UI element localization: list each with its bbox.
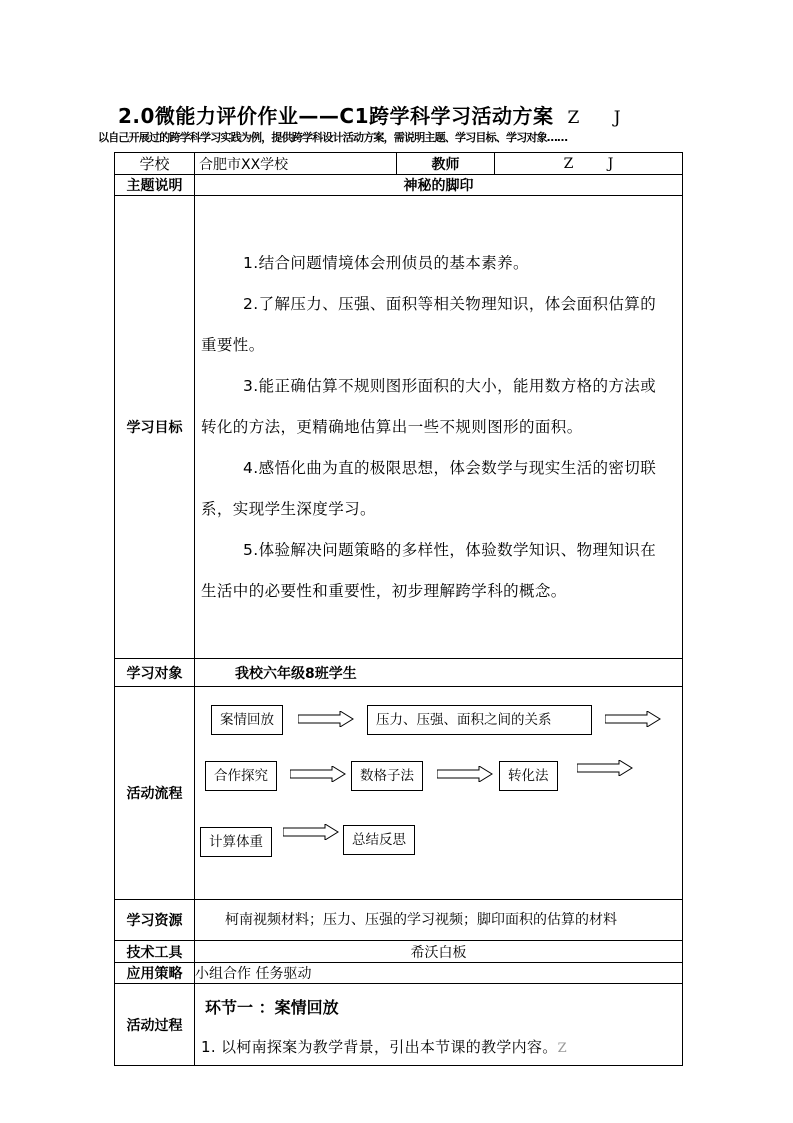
flow-arrow (605, 711, 661, 727)
goals-label: 学习目标 (115, 196, 195, 659)
strategy-row (115, 963, 683, 984)
page-title (118, 100, 718, 129)
goals-list (195, 196, 683, 659)
school-row (115, 153, 683, 175)
audience-label: 学习对象 (115, 659, 195, 687)
school-value: 合肥市XX学校 (195, 153, 397, 175)
flow-step: 数格子法 (351, 761, 423, 791)
title-initials: Z J (567, 108, 622, 128)
goal-item: 2.了解压力、压强、面积等相关物理知识，体会面积估算的重要性。 (201, 294, 657, 354)
process-content (195, 984, 683, 1066)
goal-item: 4.感悟化曲为直的极限思想，体会数学与现实生活的密切联系，实现学生深度学习。 (201, 458, 657, 518)
topic-label: 主题说明 (115, 175, 195, 196)
topic-value: 神秘的脚印 (195, 175, 683, 196)
process-heading: 环节一 ：案情回放 (205, 997, 339, 1017)
resources-value: 柯南视频材料；压力、压强的学习视频；脚印面积的估算的材料 (195, 900, 683, 941)
resources-label: 学习资源 (115, 900, 195, 941)
strategy-label: 应用策略 (115, 963, 195, 984)
flow-step: 压力、压强、面积之间的关系 (367, 705, 592, 735)
audience-row (115, 659, 683, 687)
flow-arrow (437, 766, 493, 782)
goals-row (115, 196, 683, 659)
flow-row (115, 687, 683, 900)
topic-row (115, 175, 683, 196)
process-row (115, 984, 683, 1066)
process-item-mark: Z (557, 1040, 567, 1056)
plan-table (114, 152, 683, 1066)
flow-arrow (298, 711, 354, 727)
audience-value: 我校六年级8班学生 (195, 659, 683, 687)
teacher-label: 教师 (397, 153, 495, 175)
school-label: 学校 (115, 153, 195, 175)
flow-arrow (290, 766, 346, 782)
page-subtitle: 以自己开展过的跨学科学习实践为例，提供跨学科设计活动方案，需说明主题、学习目标、学习对象…… (98, 131, 568, 144)
title-text: 2.0微能力评价作业——C1跨学科学习活动方案 (118, 104, 554, 128)
tools-row (115, 941, 683, 963)
flow-diagram (195, 687, 683, 900)
tools-value: 希沃白板 (195, 941, 683, 963)
tools-label: 技术工具 (115, 941, 195, 963)
flow-step: 案情回放 (211, 705, 283, 735)
flow-step: 转化法 (499, 761, 558, 791)
flow-label: 活动流程 (115, 687, 195, 900)
flow-step: 合作探究 (205, 761, 277, 791)
goal-item: 3.能正确估算不规则图形面积的大小，能用数方格的方法或转化的方法，更精确地估算出一些不规则图形的面积。 (201, 376, 657, 436)
flow-arrow (577, 760, 633, 776)
flow-arrow (283, 824, 339, 840)
goal-item: 1.结合问题情境体会刑侦员的基本素养。 (243, 253, 529, 272)
flow-step: 计算体重 (200, 827, 272, 857)
teacher-value: Z J (495, 153, 683, 175)
process-item (201, 1036, 676, 1057)
flow-step: 总结反思 (343, 825, 415, 855)
resources-row (115, 900, 683, 941)
strategy-value: 小组合作 任务驱动 (195, 963, 683, 984)
process-item-text: 1. 以柯南探案为教学背景，引出本节课的教学内容。 (201, 1037, 558, 1056)
process-label: 活动过程 (115, 984, 195, 1066)
goal-item: 5.体验解决问题策略的多样性，体验数学知识、物理知识在生活中的必要性和重要性，初步理解跨学科的概念。 (201, 540, 657, 600)
